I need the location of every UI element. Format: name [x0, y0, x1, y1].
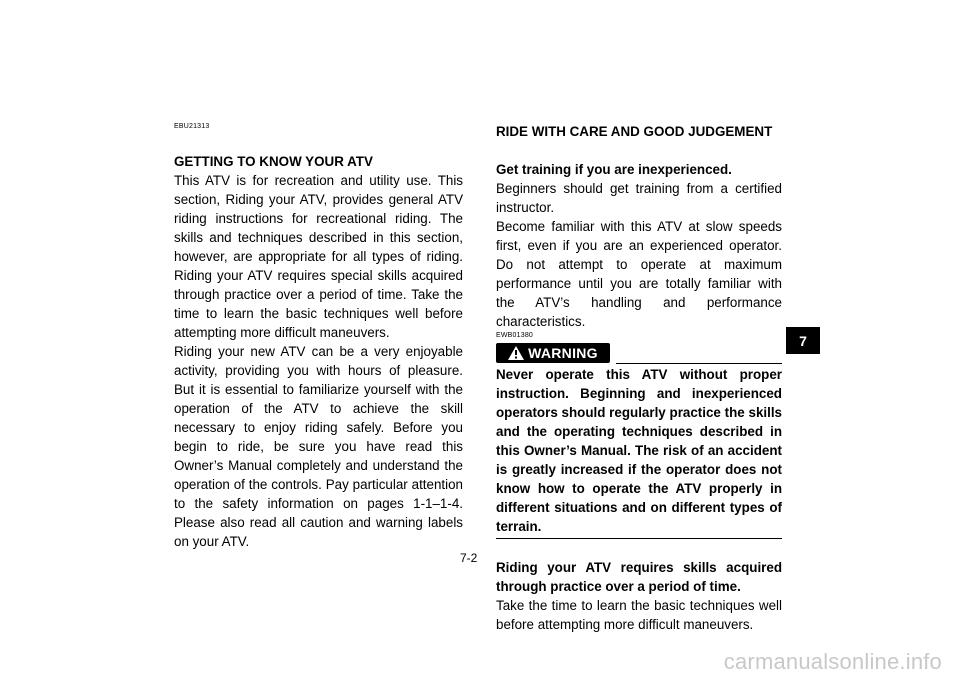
subheading: Get training if you are inexperienced.: [496, 162, 732, 177]
warning-badge: [496, 343, 610, 363]
warning-text: Never operate this ATV without proper instruction. Beginning and inexperienced operators should regularly practice the skills and the operating techniques described in this Owner’s Manual. The risk of an accident is greatly increased if the operator does not know how to operate the ATV properly in different situations and on different types of terrain.: [496, 367, 782, 534]
body-paragraph: Beginners should get training from a certified instructor.: [496, 181, 782, 215]
watermark: carmanualsonline.info: [723, 649, 942, 674]
chapter-tab: 7: [786, 327, 820, 354]
left-column: [174, 122, 463, 551]
body-paragraph: This ATV is for recreation and utility use. This section, Riding your ATV, provides general ATV riding instructions for recreational riding. The skills and techniques described in this section, however, are appropriate for all types of riding. Riding your ATV requires special skills acquired through practice over a period of time. Take the time to learn the basic techniques well before attempting more difficult maneuvers.: [174, 173, 463, 340]
warning-header: [496, 343, 782, 365]
body-paragraph: Become familiar with this ATV at slow speeds first, even if you are an experienced operator. Do not attempt to operate at maximum performance until you are totally familiar with the ATV’s handling and performance characteristics.: [496, 219, 782, 329]
subheading: Riding your ATV requires skills acquired through practice over a period of time.: [496, 560, 782, 594]
warning-rule: [616, 363, 782, 364]
body-paragraph: Riding your new ATV can be a very enjoyable activity, providing you with hours of pleasure. But it is essential to familiarize yourself with the operation of the ATV to achieve the skill necessary to enjoy riding safely. Before you begin to ride, be sure you have read this Owner’s Manual completely and understand the operation of the controls. Pay particular attention to the safety information on pages 1-1–1-4. Please also read all caution and warning labels on your ATV.: [174, 344, 463, 549]
warning-triangle-icon: [508, 346, 524, 360]
section-code: EBU21313: [174, 123, 210, 130]
page-number: 7-2: [460, 551, 478, 565]
section-heading: GETTING TO KNOW YOUR ATV: [174, 154, 373, 169]
warning-box: [496, 365, 782, 539]
body-paragraph: Take the time to learn the basic techniques well before attempting more difficult maneuvers.: [496, 598, 782, 632]
section-heading: RIDE WITH CARE AND GOOD JUDGEMENT: [496, 124, 773, 139]
warning-label: WARNING: [528, 344, 598, 361]
right-column: [496, 122, 782, 634]
warning-code: EWB01380: [496, 332, 534, 339]
